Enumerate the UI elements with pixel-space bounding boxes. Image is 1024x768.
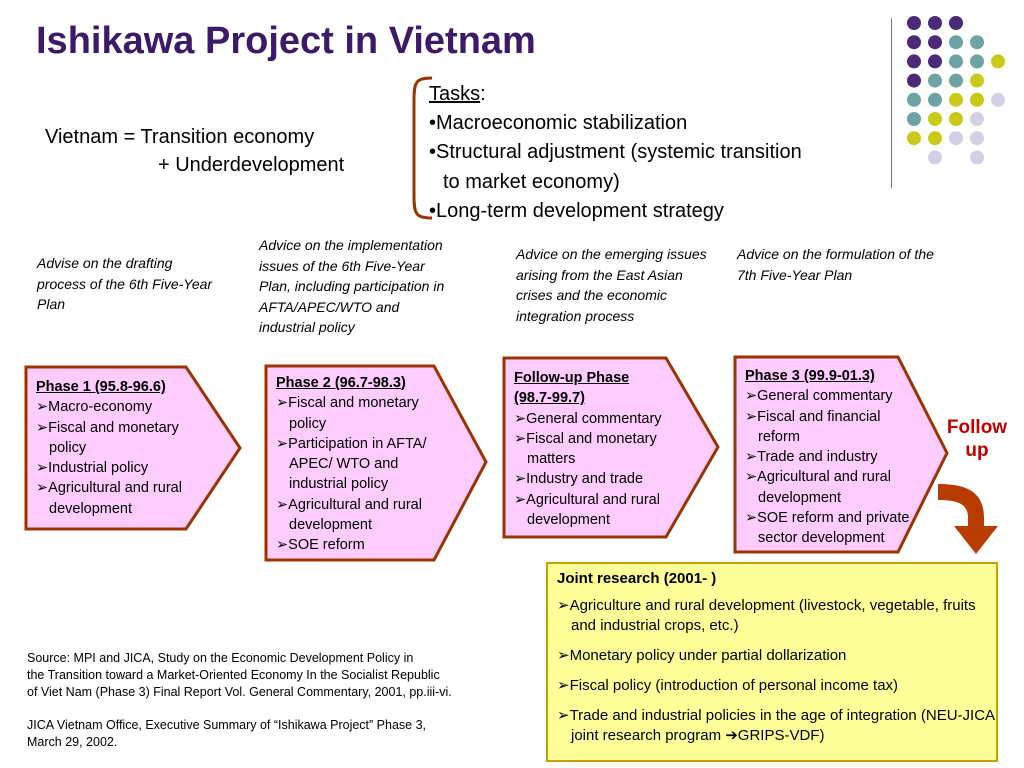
phase-item-continuation: development [289, 517, 373, 534]
advice-phase-3: Advice on the formulation of the 7th Five-Year Plan [737, 246, 934, 283]
joint-research-item: ➢Monetary policy under partial dollarization [557, 647, 847, 664]
phase-item-continuation: policy [49, 439, 87, 456]
follow-up-label-line-1: Follow [946, 417, 1008, 438]
phase-item: ➢Trade and industry [745, 449, 878, 466]
phase-item: ➢Macro-economy [36, 399, 153, 416]
phase-item: ➢Fiscal and monetary [276, 395, 419, 412]
phase-item-continuation: matters [527, 451, 576, 468]
phase-item-continuation: development [527, 512, 611, 529]
curved-down-arrow-icon [930, 460, 1010, 560]
phase-2-title-row [276, 373, 476, 393]
phase-3-title: Phase 3 (99.9-01.3) [745, 368, 875, 384]
phase-1-title: Phase 1 (95.8-96.6) [36, 379, 166, 395]
source-line: the Transition toward a Market-Oriented Economy In the Socialist Republic [27, 668, 440, 682]
follow-up-label [935, 416, 1019, 462]
phase-1-box [36, 377, 241, 519]
vietnam-definition-line-1: Vietnam = Transition economy [45, 126, 315, 148]
phase-item: ➢SOE reform and private [745, 510, 910, 527]
phase-item: ➢Participation in AFTA/ [276, 435, 427, 452]
phase-item-continuation: reform [758, 428, 800, 445]
task-item-continuation: to market economy) [443, 170, 620, 193]
phase-item: ➢Industry and trade [514, 471, 644, 488]
follow-up-phase-dates: (98.7-99.7) [514, 390, 585, 407]
phase-item-continuation: industrial policy [289, 476, 389, 493]
phase-item-continuation: policy [289, 415, 327, 432]
phase-item-continuation: development [758, 489, 842, 506]
phase-3-box [745, 366, 950, 549]
task-item: •Macroeconomic stabilization [429, 112, 688, 135]
source-line: Source: MPI and JICA, Study on the Economic Development Policy in [27, 651, 414, 665]
task-item: •Long-term development strategy [429, 199, 724, 222]
follow-up-phase-box [514, 368, 714, 530]
phase-item: ➢Fiscal and monetary [36, 419, 179, 436]
phase-item: ➢Agricultural and rural [745, 469, 891, 486]
follow-up-label-line-2: up [965, 440, 989, 461]
phase-item: ➢General commentary [514, 410, 662, 427]
tasks-heading-colon: : [480, 83, 486, 105]
phase-item-continuation: development [49, 500, 133, 517]
source-line: JICA Vietnam Office, Executive Summary of “Ishikawa Project” Phase 3, [27, 718, 427, 732]
joint-research-item: ➢Trade and industrial policies in the age of integration (NEU-JICA joint research program ➔GRIPS-VDF) [557, 707, 995, 744]
phase-item: ➢Fiscal and monetary [514, 430, 657, 447]
advice-follow-up-phase: Advice on the emerging issues arising from the East Asian crises and the economic integration process [516, 246, 707, 324]
joint-research-item: ➢Fiscal policy (introduction of personal income tax) [557, 677, 899, 694]
phase-item: ➢Industrial policy [36, 460, 149, 477]
source-line: March 29, 2002. [27, 735, 118, 749]
phase-2-box [276, 373, 476, 556]
phase-item: ➢SOE reform [276, 537, 365, 554]
joint-research-title: Joint research (2001- ) [557, 570, 717, 587]
phase-item: ➢Agricultural and rural [514, 491, 660, 508]
phase-item: ➢Agricultural and rural [276, 496, 422, 513]
phase-item: ➢Agricultural and rural [36, 480, 182, 497]
advice-phase-1: Advise on the drafting process of the 6th Five-Year Plan [37, 255, 213, 312]
tasks-heading-text: Tasks [429, 83, 481, 105]
source-citation [27, 650, 517, 751]
phase-item-continuation: sector development [758, 530, 885, 547]
phase-2-title: Phase 2 (96.7-98.3 [276, 375, 401, 391]
joint-research-item: ➢Agriculture and rural development (livestock, vegetable, fruits and industrial crops, etc.) [557, 597, 976, 634]
follow-up-phase-title: Follow-up Phase [514, 370, 630, 386]
phase-2-title-suffix: ) [400, 375, 406, 391]
phase-item: ➢Fiscal and financial [745, 408, 881, 425]
vietnam-definition-line-2: + Underdevelopment [158, 154, 345, 176]
joint-research-content [557, 570, 997, 756]
page-title: Ishikawa Project in Vietnam [36, 20, 536, 62]
task-item: •Structural adjustment (systemic transition [429, 141, 802, 164]
source-line: of Viet Nam (Phase 3) Final Report Vol. General Commentary, 2001, pp.iii-vi. [27, 685, 452, 699]
advice-phase-2: Advice on the implementation issues of the 6th Five-Year Plan, including participation in AFTA/APEC/WTO and industrial policy [259, 237, 445, 335]
phase-item: ➢General commentary [745, 388, 893, 405]
phase-item-continuation: APEC/ WTO and [289, 456, 399, 473]
